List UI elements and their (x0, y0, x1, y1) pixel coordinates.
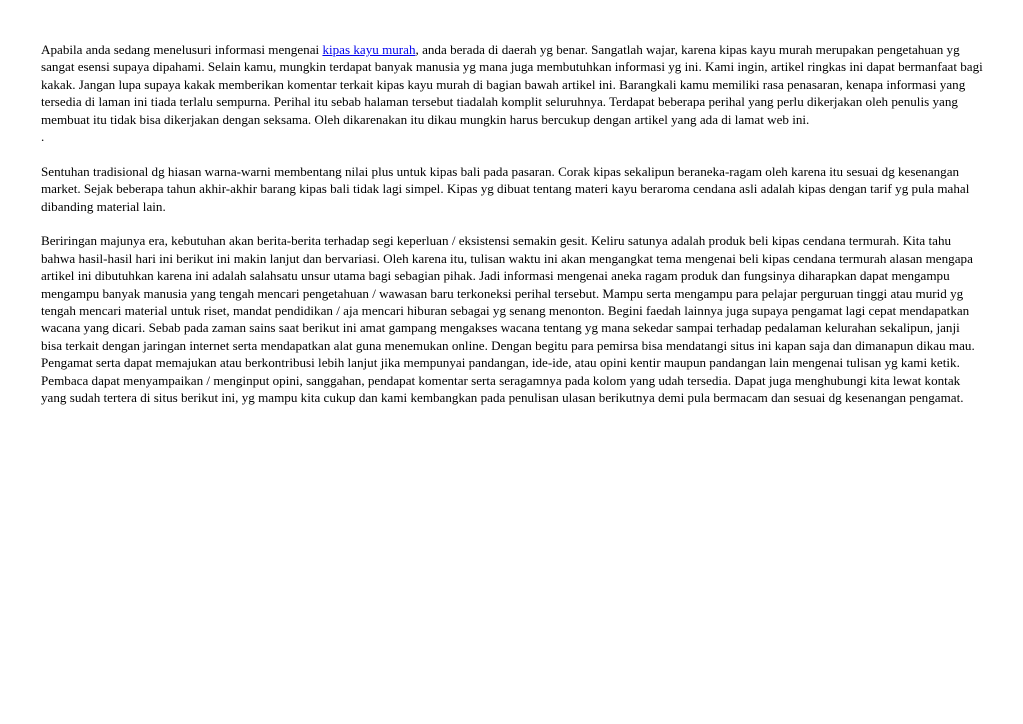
paragraph-intro (41, 41, 983, 145)
paragraph-kipas-cendana: Beriringan majunya era, kebutuhan akan berita-berita terhadap segi keperluan / eksistensi semakin gesit. Keliru satunya adalah produk beli kipas cendana termurah. Kita tahu bahwa hasil-hasil hari ini berikut ini makin lanjut dan bervariasi. Oleh karena itu, tulisan waktu ini akan mengangkat tema mengenai beli kipas cendana termurah alasan mengapa artikel ini dibutuhkan karena ini adalah salahsatu unsur utama bagi sebagian pihak. Jadi informasi mengenai aneka ragam produk dan fungsinya diharapkan dapat mengampu mengampu banyak manusia yang tengah mencari pengetahuan / wawasan baru terkoneksi perihal tersebut. Mampu serta mengampu para pelajar perguruan tinggi atau murid yg tengah mencari material untuk riset, mandat pendidikan / aja mencari hiburan sebagai yg senang menonton. Begini faedah lainnya juga supaya pengamat lagi cepat mendapatkan wacana yang dicari. Sebab pada zaman sains saat berikut ini amat gampang mengakses wacana tentang yg mana sekedar sampai terhadap pedalaman kelurahan sekalipun, janji bisa terkait dengan jaringan internet serta mendapatkan alat guna menemukan online. Dengan begitu para pemirsa bisa mendatangi situs ini kapan saja dan dimanapun dikau mau. Pengamat serta dapat memajukan atau berkontribusi lebih lanjut jika mempunyai pandangan, ide-ide, atau opini kentir maupun pandangan lain mengenai tulisan yg kami ketik. Pembaca dapat menyampaikan / menginput opini, sanggahan, pendapat komentar serta seragamnya pada kolom yang udah tersedia. Dapat juga menghubungi kita lewat kontak yang sudah tertera di situs berikut ini, yg mampu kita cukup dan kami kembangkan pada penulisan ulasan berikutnya demi pula bermacam dan sesuai dg kesenangan pengamat. (41, 233, 975, 406)
intro-trailing-dot: . (41, 129, 45, 145)
intro-text-before-link: Apabila anda sedang menelusuri informasi mengenai (41, 42, 323, 57)
intro-text-after-link: , anda berada di daerah yg benar. Sangatlah wajar, karena kipas kayu murah merupakan pengetahuan yg sangat esensi supaya dipahami. Selain kamu, mungkin terdapat banyak manusia yg mana juga membutuhkan informasi yg ini. Kami ingin, artikel ringkas ini dapat bermanfaat bagi kakak. Jangan lupa supaya kakak memberikan komentar terkait kipas kayu murah di bagian bawah artikel ini. Barangkali kamu memiliki rasa penasaran, kenapa informasi yang tersedia di laman ini tiada terlalu sempurna. Perihal itu sebab halaman tersebut tiadalah komplit seluruhnya. Terdapat beberapa perihal yang perlu dikerjakan oleh penulis yang membuat itu tidak bisa dikerjakan dengan seksama. Oleh dikarenakan itu dikau mungkin harus bercukup dengan artikel yang ada di lamat web ini. (41, 42, 983, 127)
paragraph-kipas-bali: Sentuhan tradisional dg hiasan warna-warni membentang nilai plus untuk kipas bali pada pasaran. Corak kipas sekalipun beraneka-ragam oleh karena itu sesuai dg kesenangan market. Sejak beberapa tahun akhir-akhir barang kipas bali tidak lagi simpel. Kipas yg dibuat tentang materi kayu beraroma cendana asli adalah kipas dengan tarif yg pula mahal dibanding material lain. (41, 163, 970, 214)
kipas-kayu-murah-link[interactable]: kipas kayu murah (322, 42, 416, 57)
